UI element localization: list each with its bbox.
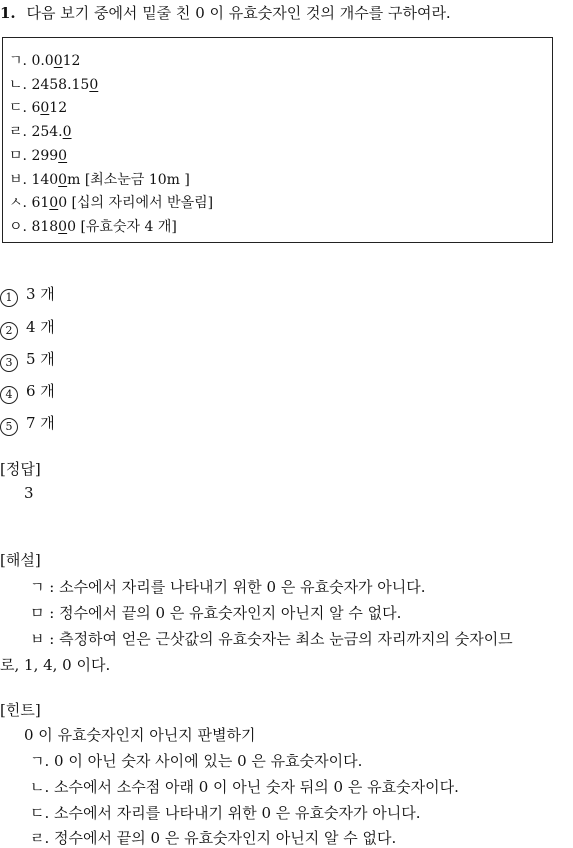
choice-1[interactable] [0, 283, 55, 307]
item-text: 254. [31, 124, 63, 140]
underlined-digit: 0 [62, 124, 72, 140]
circled-number-icon: 3 [0, 354, 18, 372]
item-text: 6 [31, 100, 41, 116]
item-text: m [최소눈금 10m ] [67, 172, 190, 188]
question-number: 1. [0, 4, 16, 22]
example-box [2, 37, 553, 243]
circled-number-icon: 1 [0, 289, 18, 307]
item-text: 299 [31, 148, 59, 164]
item-text: 140 [31, 172, 59, 188]
item-prefix: ㄱ. [9, 53, 32, 69]
box-item [9, 145, 67, 165]
item-prefix: ㅂ. [9, 172, 32, 188]
box-item [9, 192, 213, 212]
item-text: 12 [49, 100, 68, 116]
item-text: 12 [62, 53, 81, 69]
question-text: 다음 보기 중에서 밑줄 친 0 이 유효숫자인 것의 개수를 구하여라. [26, 4, 451, 22]
answer-label: [정답] [0, 460, 41, 478]
underlined-digit: 0 [58, 172, 68, 188]
explanation-label: [해설] [0, 551, 41, 569]
box-item [9, 216, 177, 236]
explanation-line: 로, 1, 4, 0 이다. [0, 656, 111, 674]
underlined-digit: 0 [58, 219, 68, 235]
underlined-digit: 0 [89, 77, 99, 93]
item-prefix: ㅇ. [9, 219, 32, 235]
box-item [9, 169, 190, 189]
box-item [9, 50, 80, 70]
item-text: 2458.15 [31, 77, 90, 93]
box-item [9, 74, 98, 94]
item-prefix: ㅁ. [9, 148, 32, 164]
hint-line: ㄹ. 정수에서 끝의 0 은 유효숫자인지 아닌지 알 수 없다. [30, 829, 397, 847]
item-text: 0.0 [31, 53, 54, 69]
answer-value: 3 [24, 484, 34, 502]
choice-3[interactable] [0, 348, 55, 372]
choice-text: 4 개 [26, 318, 55, 336]
question [0, 2, 451, 23]
item-prefix: ㄷ. [9, 100, 32, 116]
choice-text: 3 개 [26, 285, 55, 303]
underlined-digit: 0 [53, 53, 63, 69]
hint-line: ㄷ. 소수에서 자리를 나타내기 위한 0 은 유효숫자가 아니다. [30, 804, 421, 822]
explanation-line: ㅁ : 정수에서 끝의 0 은 유효숫자인지 아닌지 알 수 없다. [30, 604, 402, 622]
choice-4[interactable] [0, 380, 55, 404]
choice-text: 5 개 [26, 350, 55, 368]
choice-2[interactable] [0, 316, 55, 340]
explanation-line: ㅂ : 측정하여 얻은 근삿값의 유효숫자는 최소 눈금의 자리까지의 숫자이므 [30, 630, 513, 648]
underlined-digit: 0 [58, 148, 68, 164]
underlined-digit: 0 [40, 100, 50, 116]
item-text: 818 [31, 219, 59, 235]
box-item [9, 121, 72, 141]
hint-label: [힌트] [0, 701, 41, 719]
explanation-line: ㄱ : 소수에서 자리를 나타내기 위한 0 은 유효숫자가 아니다. [30, 578, 426, 596]
circled-number-icon: 2 [0, 322, 18, 340]
underlined-digit: 0 [49, 195, 59, 211]
box-item [9, 97, 67, 117]
item-prefix: ㄹ. [9, 124, 32, 140]
choice-5[interactable] [0, 412, 55, 436]
item-prefix: ㅅ. [9, 195, 32, 211]
circled-number-icon: 4 [0, 386, 18, 404]
choice-text: 7 개 [26, 414, 55, 432]
item-prefix: ㄴ. [9, 77, 32, 93]
choice-text: 6 개 [26, 382, 55, 400]
item-text: 0 [십의 자리에서 반올림] [58, 195, 214, 211]
item-text: 61 [31, 195, 50, 211]
hint-line: ㄱ. 0 이 아닌 숫자 사이에 있는 0 은 유효숫자이다. [30, 752, 363, 770]
circled-number-icon: 5 [0, 418, 18, 436]
hint-line: ㄴ. 소수에서 소수점 아래 0 이 아닌 숫자 뒤의 0 은 유효숫자이다. [30, 778, 459, 796]
item-text: 0 [유효숫자 4 개] [67, 219, 177, 235]
hint-title: 0 이 유효숫자인지 아닌지 판별하기 [24, 726, 256, 744]
